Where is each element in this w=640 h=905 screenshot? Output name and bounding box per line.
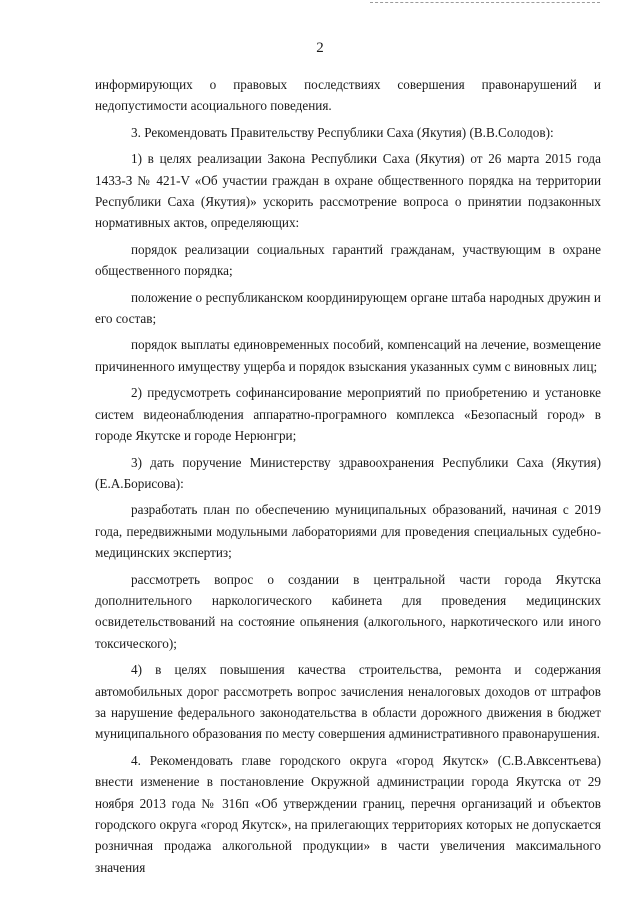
scan-artifact-line <box>370 2 600 3</box>
paragraph: положение о республиканском координирующем органе штаба народных дружин и его состав; <box>95 289 601 327</box>
document-body <box>95 74 601 883</box>
paragraph: рассмотреть вопрос о создании в центральной части города Якутска дополнительного наркологического кабинета для проведения медицинских освидетельствований на состояние опьянения (алкогольного, наркотического или иного токсического); <box>95 571 601 651</box>
paragraph: информирующих о правовых последствиях совершения правонарушений и недопустимости асоциального поведения. <box>95 77 601 114</box>
paragraph: порядок выплаты единовременных пособий, компенсаций на лечение, возмещение причиненного имуществу ущерба и порядок взыскания указанных сумм с виновных лиц; <box>95 337 601 374</box>
paragraph: 1) в целях реализации Закона Республики Саха (Якутия) от 26 марта 2015 года 1433-З № 421-V «Об участии граждан в охране общественного порядка на территории Республики Саха (Якутия)» ускорить рассмотрение вопроса о принятии подзаконных нормативных актов, определяющих: <box>95 151 601 231</box>
paragraph: порядок реализации социальных гарантий гражданам, участвующим в охране общественного порядка; <box>95 241 601 279</box>
paragraph: 2) предусмотреть софинансирование мероприятий по приобретению и установке систем видеонаблюдения аппаратно-програмного комплекса «Безопасный город» в городе Якутске и городе Нерюнгри; <box>95 385 601 444</box>
paragraph: 4. Рекомендовать главе городского округа «город Якутск» (С.В.Авксентьева) внести изменение в постановление Окружной администрации города Якутска от 29 ноября 2013 года № 316п «Об утверждении границ, перечня организаций и объектов городского округа «город Якутск», на прилегающих территориях которых не допускается розничная продажа алкогольной продукции» в части увеличения максимального значения <box>95 752 601 875</box>
paragraph: разработать план по обеспечению муниципальных образований, начиная с 2019 года, передвижными модульными лабораториями для проведения специальных судебно-медицинских экспертиз; <box>95 502 601 561</box>
paragraph: 4) в целях повышения качества строительства, ремонта и содержания автомобильных дорог рассмотреть вопрос зачисления неналоговых доходов от штрафов за нарушение федерального законодательства в области дорожного движения в бюджет муниципального образования по месту совершения административного правонарушения. <box>95 662 601 742</box>
paragraph: 3. Рекомендовать Правительству Республики Саха (Якутия) (В.В.Солодов): <box>131 124 554 140</box>
paragraph: 3) дать поручение Министерству здравоохранения Республики Саха (Якутия) (Е.А.Борисова): <box>95 454 601 491</box>
page-number: 2 <box>316 40 324 56</box>
